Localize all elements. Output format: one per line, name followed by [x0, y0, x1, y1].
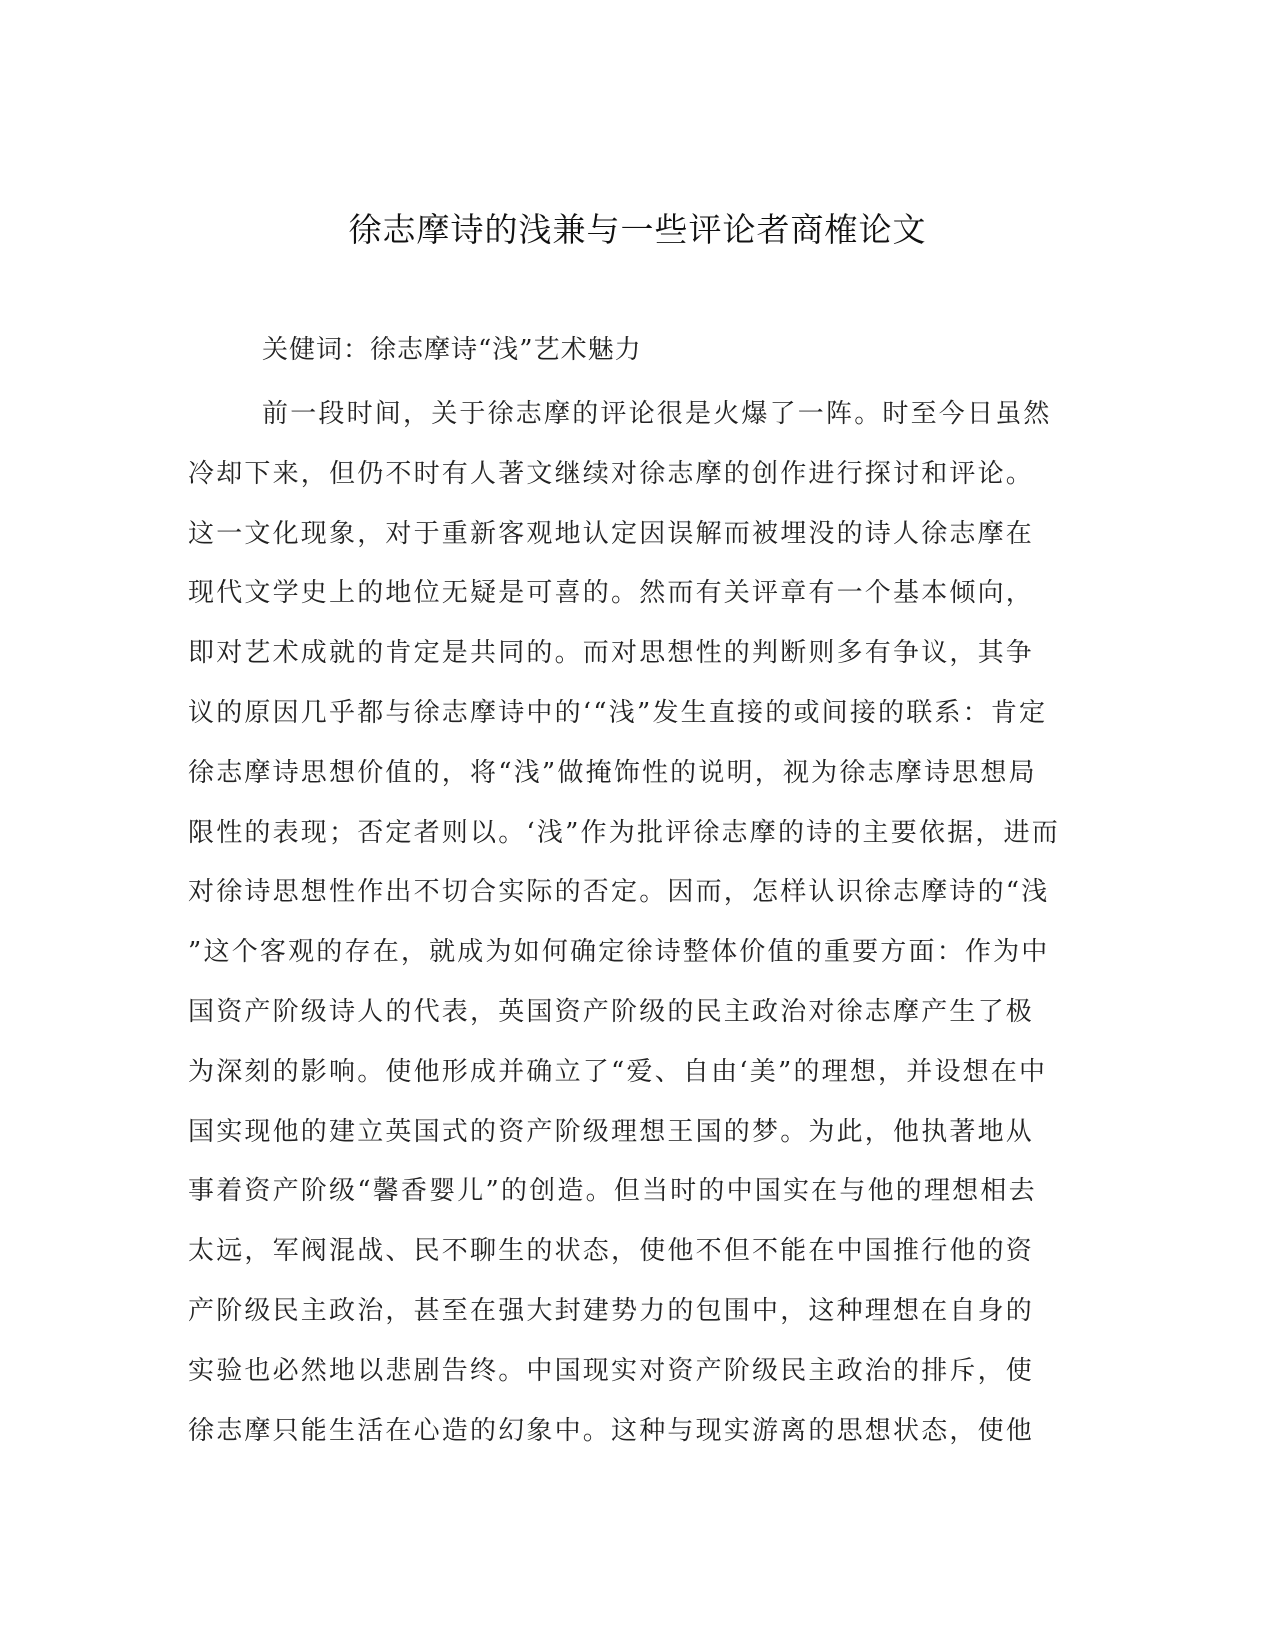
body-line: ”这个客观的存在，就成为如何确定徐诗整体价值的重要方面：作为中	[188, 937, 1050, 968]
body-line: 实验也必然地以悲剧告终。中国现实对资产阶级民主政治的排斥，使	[188, 1355, 1035, 1386]
body-line: 太远，军阀混战、民不聊生的状态，使他不但不能在中国推行他的资	[188, 1236, 1035, 1267]
body-line: 事着资产阶级“馨香婴儿”的创造。但当时的中国实在与他的理想相去	[188, 1176, 1037, 1207]
body-line: 徐志摩诗思想价值的，将“浅”做掩饰性的说明，视为徐志摩诗思想局	[188, 757, 1037, 788]
body-line: 议的原因几乎都与徐志摩诗中的‘“浅”发生直接的或间接的联系：肯定	[188, 697, 1048, 728]
body-line: 为深刻的影响。使他形成并确立了“爱、自由‘美”的理想，并设想在中	[188, 1056, 1048, 1087]
body-line: 产阶级民主政治，甚至在强大封建势力的包围中，这种理想在自身的	[188, 1295, 1035, 1326]
body-line: 国实现他的建立英国式的资产阶级理想王国的梦。为此，他执著地从	[188, 1116, 1035, 1147]
body-line: 即对艺术成就的肯定是共同的。而对思想性的判断则多有争议，其争	[188, 638, 1035, 669]
document-title: 徐志摩诗的浅兼与一些评论者商榷论文	[348, 210, 927, 249]
body-line: 对徐诗思想性作出不切合实际的否定。因而，怎样认识徐志摩诗的“浅	[188, 877, 1050, 908]
body-line: 这一文化现象，对于重新客观地认定因误解而被埋没的诗人徐志摩在	[188, 518, 1035, 549]
body-line: 冷却下来，但仍不时有人著文继续对徐志摩的创作进行探讨和评论。	[188, 458, 1035, 489]
body-line: 前一段时间，关于徐志摩的评论很是火爆了一阵。时至今日虽然	[262, 399, 1052, 429]
body-line: 徐志摩只能生活在心造的幻象中。这种与现实游离的思想状态，使他	[188, 1415, 1035, 1446]
keywords-line: 关健词：徐志摩诗“浅”艺术魅力	[262, 335, 642, 365]
body-line: 现代文学史上的地位无疑是可喜的。然而有关评章有一个基本倾向，	[188, 578, 1035, 609]
body-text	[188, 385, 1088, 1461]
body-line: 限性的表现；否定者则以。‘浅”作为批评徐志摩的诗的主要依据，进而	[188, 817, 1060, 848]
body-line: 国资产阶级诗人的代表，英国资产阶级的民主政治对徐志摩产生了极	[188, 996, 1035, 1027]
